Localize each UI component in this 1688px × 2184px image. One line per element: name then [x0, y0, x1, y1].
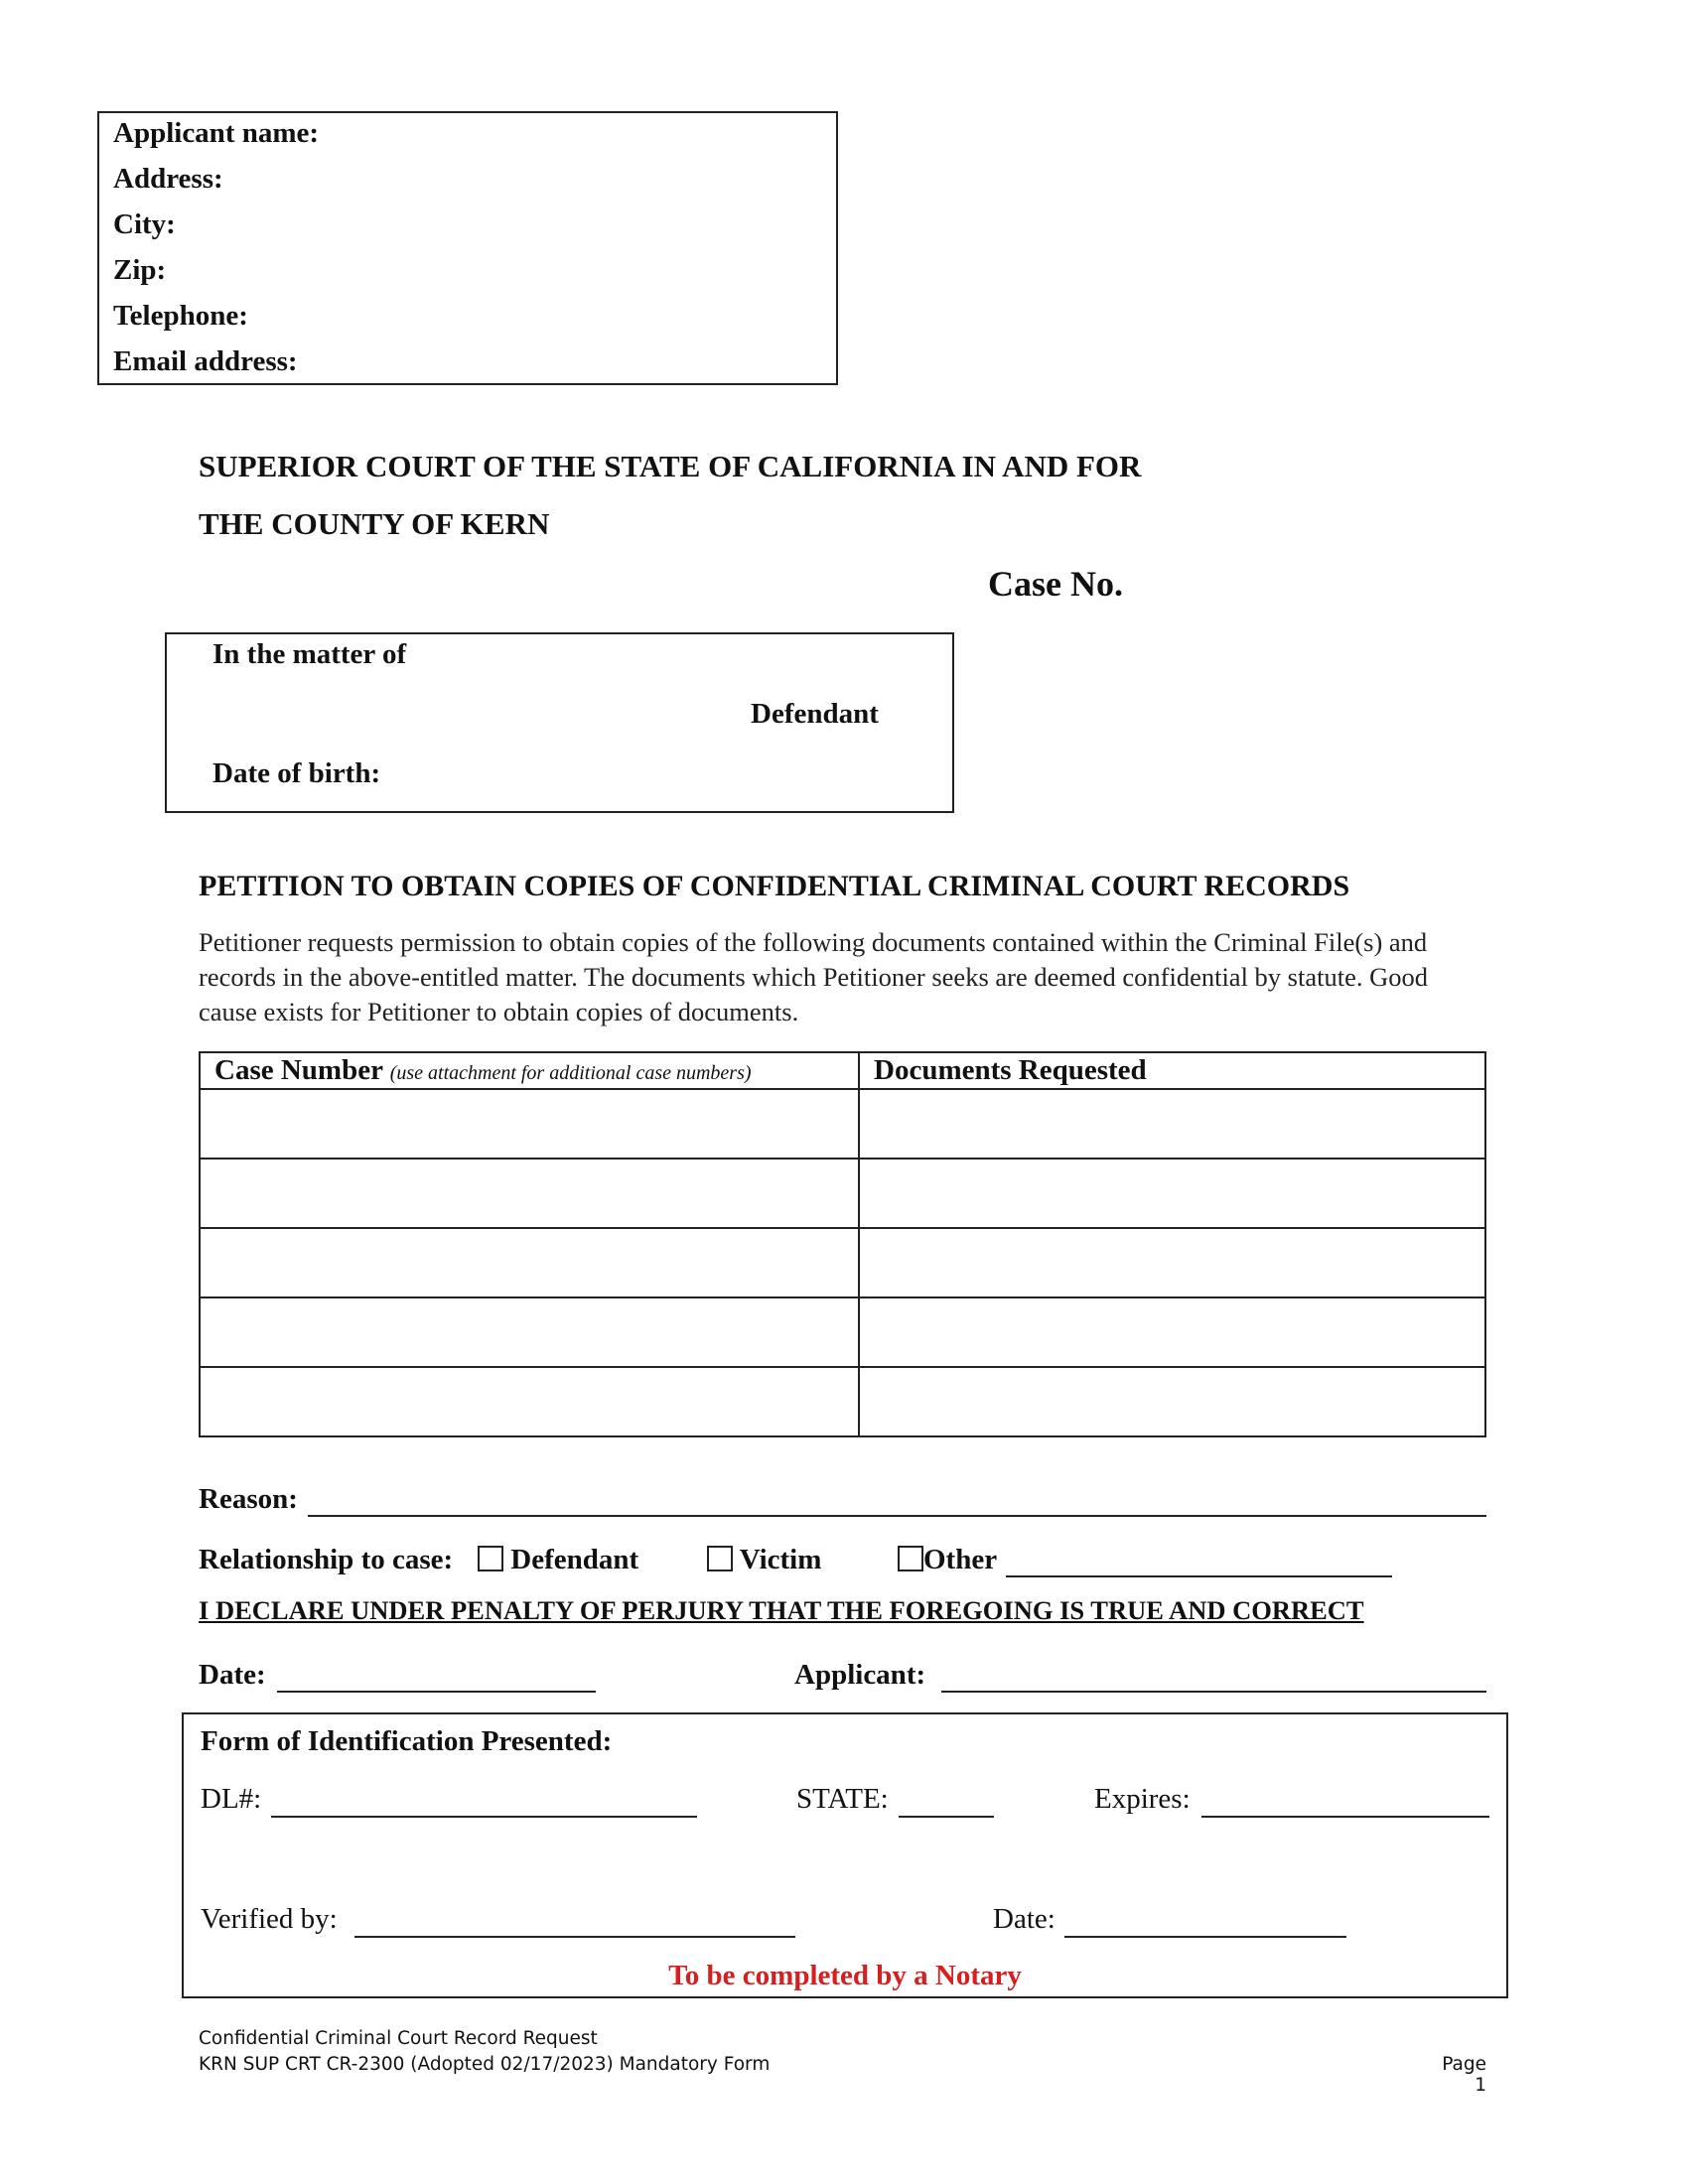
applicant-signature-field[interactable] [941, 1691, 1486, 1693]
reason-label: Reason: [199, 1483, 298, 1515]
relationship-option-victim[interactable] [707, 1544, 821, 1576]
other-checkbox[interactable] [898, 1546, 923, 1571]
telephone-label: Telephone: [113, 300, 248, 332]
petition-title: PETITION TO OBTAIN COPIES OF CONFIDENTIAL CRIMINAL COURT RECORDS [199, 870, 1350, 902]
address-label: Address: [113, 163, 223, 195]
defendant-label: Defendant [751, 698, 879, 730]
zip-label: Zip: [113, 254, 167, 286]
relationship-option-other[interactable] [898, 1544, 997, 1576]
case-number-hint: (use attachment for additional case numbers) [389, 1062, 752, 1084]
court-heading-line1: SUPERIOR COURT OF THE STATE OF CALIFORNIA IN AND FOR [199, 449, 1142, 483]
documents-requested-header: Documents Requested [859, 1052, 1485, 1089]
date-of-birth-label: Date of birth: [212, 757, 381, 789]
court-heading-line2: THE COUNTY OF KERN [199, 506, 550, 541]
defendant-checkbox[interactable] [478, 1546, 503, 1571]
relationship-option-defendant[interactable] [478, 1544, 638, 1576]
city-label: City: [113, 208, 176, 240]
email-label: Email address: [113, 345, 298, 377]
state-label: STATE: [796, 1783, 889, 1815]
applicant-name-label: Applicant name: [113, 117, 320, 149]
victim-checkbox[interactable] [707, 1546, 733, 1571]
case-number-label: Case No. [988, 564, 1123, 604]
applicant-signature-label: Applicant: [794, 1659, 926, 1691]
defendant-option-label: Defendant [510, 1544, 639, 1575]
table-row [200, 1367, 1485, 1436]
table-row [200, 1089, 1485, 1159]
signature-date-field[interactable] [277, 1691, 596, 1693]
matter-box [165, 632, 954, 813]
verified-date-label: Date: [993, 1903, 1055, 1935]
identification-title: Form of Identification Presented: [201, 1725, 613, 1757]
verified-date-field[interactable] [1064, 1936, 1346, 1938]
footer-form-id: KRN SUP CRT CR-2300 (Adopted 02/17/2023) Mandatory Form [199, 2054, 771, 2075]
petition-body: Petitioner requests permission to obtain copies of the following documents contained within the Criminal File(s) and records in the above-entitled matter. The documents which Petitioner seeks are deemed confidential by statute. Good cause exists for Petitioner to obtain copies of documents. [199, 927, 1428, 1026]
documents-cell[interactable] [859, 1367, 1485, 1436]
documents-cell[interactable] [859, 1228, 1485, 1297]
table-row [200, 1228, 1485, 1297]
notary-note: To be completed by a Notary [668, 1960, 1022, 1991]
case-number-header-label: Case Number [214, 1054, 383, 1086]
case-number-header [200, 1052, 859, 1089]
table-row [200, 1159, 1485, 1228]
expires-label: Expires: [1094, 1783, 1191, 1815]
verified-by-field[interactable] [354, 1936, 795, 1938]
documents-cell[interactable] [859, 1159, 1485, 1228]
other-option-label: Other [923, 1544, 998, 1575]
documents-cell[interactable] [859, 1297, 1485, 1367]
in-matter-label: In the matter of [212, 638, 407, 670]
case-number-cell[interactable] [200, 1228, 859, 1297]
records-table [199, 1051, 1486, 1437]
footer-form-title: Confidential Criminal Court Record Request [199, 2028, 598, 2049]
table-header-row [200, 1052, 1485, 1089]
victim-option-label: Victim [739, 1544, 822, 1575]
page-number: Page 1 [1442, 2054, 1486, 2096]
case-number-cell[interactable] [200, 1089, 859, 1159]
dl-number-field[interactable] [271, 1816, 697, 1818]
verified-by-label: Verified by: [201, 1903, 338, 1935]
case-number-cell[interactable] [200, 1367, 859, 1436]
table-row [200, 1297, 1485, 1367]
case-number-cell[interactable] [200, 1159, 859, 1228]
applicant-info-box [97, 111, 838, 385]
state-field[interactable] [899, 1816, 994, 1818]
identification-box [182, 1712, 1508, 1998]
relationship-label: Relationship to case: [199, 1544, 454, 1575]
dl-label: DL#: [201, 1783, 262, 1815]
documents-cell[interactable] [859, 1089, 1485, 1159]
perjury-declaration: I DECLARE UNDER PENALTY OF PERJURY THAT THE FOREGOING IS TRUE AND CORRECT [199, 1595, 1364, 1625]
expires-field[interactable] [1201, 1816, 1489, 1818]
case-number-cell[interactable] [200, 1297, 859, 1367]
reason-field[interactable] [308, 1515, 1486, 1517]
signature-date-label: Date: [199, 1659, 266, 1691]
other-relationship-field[interactable] [1006, 1575, 1392, 1577]
